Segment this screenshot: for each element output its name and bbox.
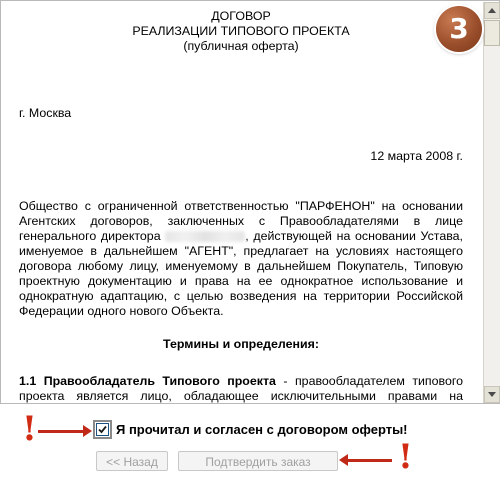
- terms-heading: Термины и определения:: [163, 337, 319, 351]
- back-button[interactable]: << Назад: [96, 451, 168, 471]
- arrow-left-icon: [346, 459, 392, 462]
- agreement-row: [96, 422, 408, 437]
- intro-paragraph: [19, 199, 463, 319]
- term-1-1: [19, 374, 463, 403]
- doc-subtitle: (публичная оферта): [183, 39, 299, 53]
- checkmark-icon: [98, 425, 107, 434]
- intro-text-end: , действующей на основании Устава, именуемое в дальнейшем "АГЕНТ", предлагает на условиях настоящего договора любому лицу, именуемому в дальнейшем Покупатель, Типовую проектную документацию и права на ее однократное использование и однократную адаптацию, с целью возведения на территории Российской Федерации одного нового Объекта.: [19, 229, 463, 318]
- step-badge: 3: [436, 6, 482, 52]
- doc-title-line2: РЕАЛИЗАЦИИ ТИПОВОГО ПРОЕКТА: [132, 24, 350, 38]
- intro-text-start: Общество с ограниченной ответственностью "ПАРФЕНОН" на основании Агентских договоров, заключенных с Правообладателями в лице генерального директора: [19, 199, 463, 243]
- confirm-order-button[interactable]: Подтвердить заказ: [178, 451, 338, 471]
- redacted-name: [165, 231, 245, 242]
- arrow-right-icon: [38, 430, 85, 433]
- contract-text[interactable]: [1, 1, 483, 403]
- exclamation-mark-left: !: [22, 409, 37, 449]
- term-1-1-text: - правообладателем типового проекта является лицо, обладающее исключительными правами на: [19, 374, 463, 403]
- doc-city: г. Москва: [19, 106, 72, 120]
- agree-checkbox[interactable]: [96, 423, 109, 436]
- doc-date: 12 марта 2008 г.: [370, 149, 463, 163]
- scroll-down-button[interactable]: [484, 386, 500, 403]
- triangle-up-icon: [488, 8, 496, 13]
- triangle-down-icon: [488, 392, 496, 397]
- scroll-thumb[interactable]: [484, 20, 500, 46]
- vertical-scrollbar[interactable]: [483, 2, 500, 403]
- exclamation-mark-right: !: [398, 437, 413, 477]
- doc-title: ДОГОВОР: [211, 9, 271, 23]
- term-1-1-title: 1.1 Правообладатель Типового проекта: [19, 374, 276, 388]
- agree-label[interactable]: Я прочитал и согласен с договором оферты!: [116, 422, 408, 437]
- scroll-up-button[interactable]: [484, 2, 500, 19]
